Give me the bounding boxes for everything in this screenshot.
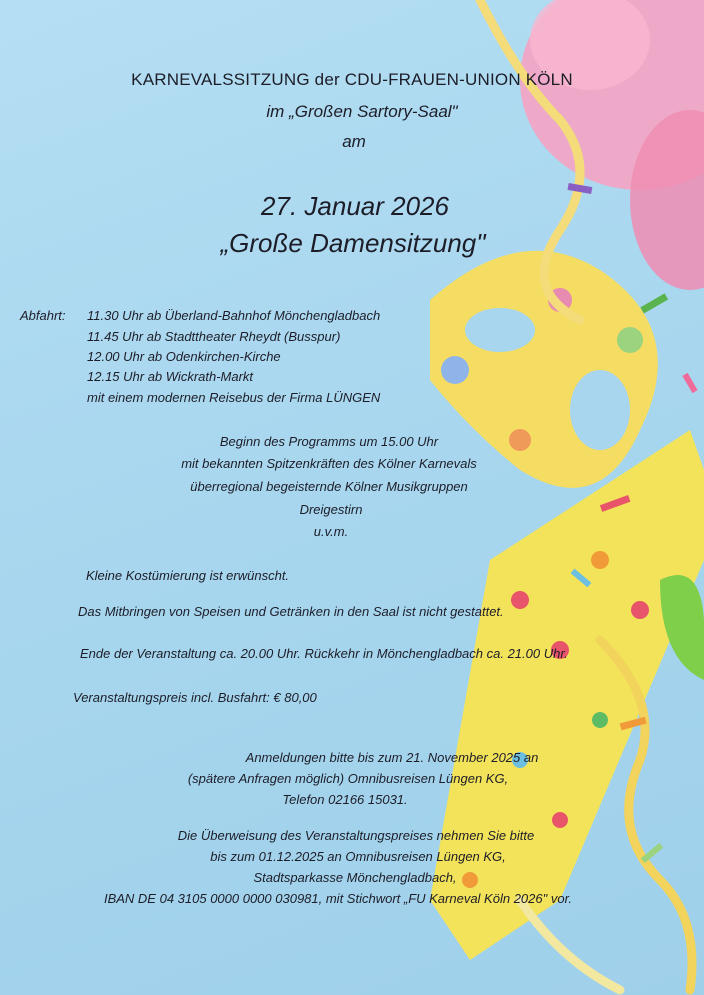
payment-line: bis zum 01.12.2025 an Omnibusreisen Lüngen KG, [210, 849, 506, 864]
departure-stop: 12.00 Uhr ab Odenkirchen-Kirche [87, 349, 281, 364]
am-line: am [342, 132, 366, 151]
payment-line: Stadtsparkasse Mönchengladbach, [253, 870, 457, 885]
program-line: Beginn des Programms um 15.00 Uhr [219, 434, 439, 449]
price: Veranstaltungspreis incl. Busfahrt: € 80,00 [73, 690, 317, 705]
departure-label: Abfahrt: [20, 308, 66, 323]
departure-stop: 11.45 Uhr ab Stadttheater Rheydt (Busspur) [87, 329, 341, 344]
departure-stop: 12.15 Uhr ab Wickrath-Markt [87, 369, 254, 384]
program-line: Dreigestirn [299, 502, 363, 517]
registration-line: Anmeldungen bitte bis zum 21. November 2025 an [245, 750, 539, 765]
note-costume: Kleine Kostümierung ist erwünscht. [86, 568, 290, 583]
event-date: 27. Januar 2026 [261, 191, 449, 221]
note-food: Das Mitbringen von Speisen und Getränken in den Saal ist nicht gestattet. [78, 604, 504, 619]
title-line: KARNEVALSSITZUNG der CDU-FRAUEN-UNION KÖLN [131, 70, 573, 89]
venue-line: im „Großen Sartory-Saal" [266, 102, 458, 121]
bus-info: mit einem modernen Reisebus der Firma LÜNGEN [87, 390, 381, 405]
program-line: u.v.m. [313, 524, 349, 539]
note-end: Ende der Veranstaltung ca. 20.00 Uhr. Rückkehr in Mönchengladbach ca. 21.00 Uhr. [80, 646, 568, 661]
payment-iban: IBAN DE 04 3105 0000 0000 030981, mit Stichwort „FU Karneval Köln 2026" vor. [103, 891, 573, 906]
payment-line: Die Überweisung des Veranstaltungspreises nehmen Sie bitte [177, 828, 535, 843]
program-line: mit bekannten Spitzenkräften des Kölner Karnevals [181, 456, 477, 471]
program-line: überregional begeisternde Kölner Musikgruppen [190, 479, 468, 494]
registration-phone: Telefon 02166 15031. [282, 792, 408, 807]
registration-line: (spätere Anfragen möglich) Omnibusreisen Lüngen KG, [187, 771, 509, 786]
departure-stop: 11.30 Uhr ab Überland-Bahnhof Mönchengladbach [87, 308, 381, 323]
event-name: „Große Damensitzung" [220, 228, 486, 258]
